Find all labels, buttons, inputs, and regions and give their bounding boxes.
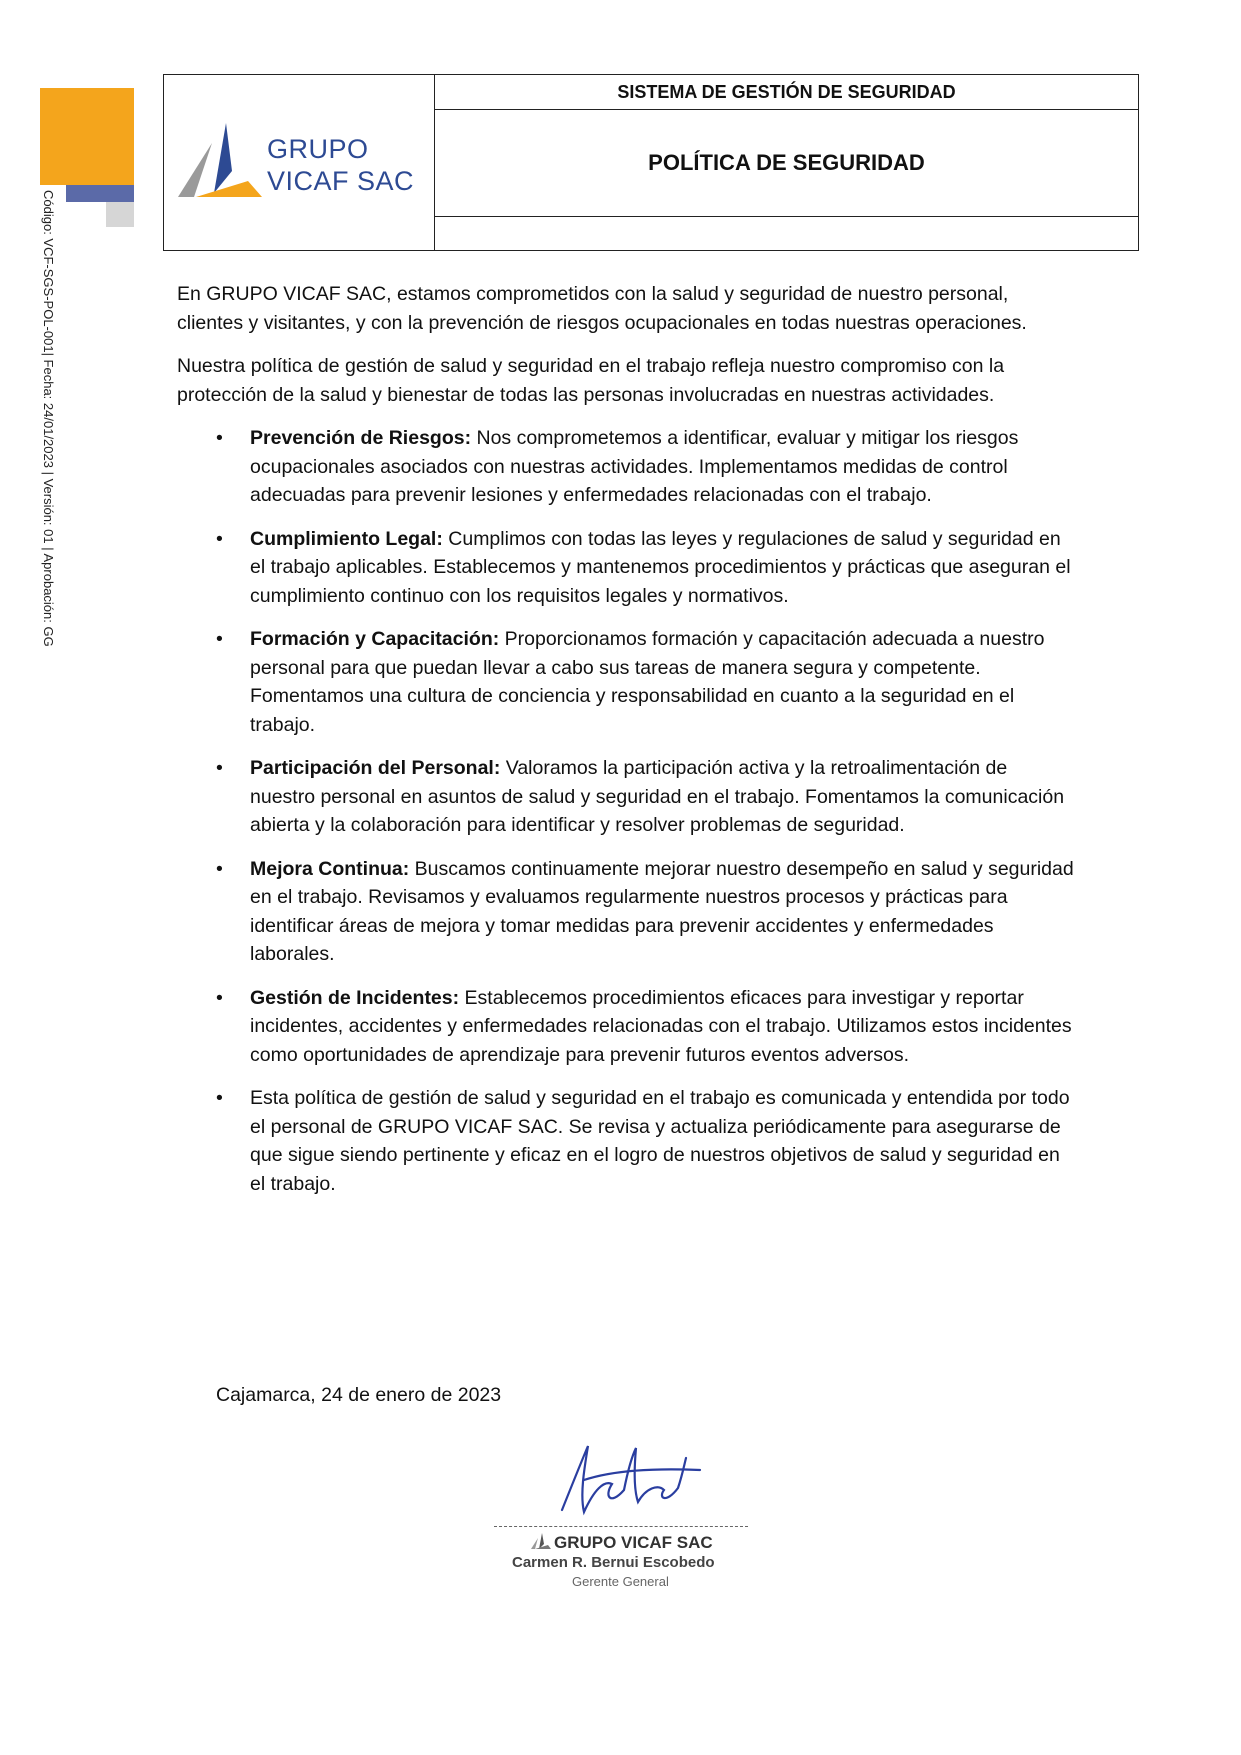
signature-company bbox=[530, 1532, 713, 1553]
bullet-icon: • bbox=[216, 628, 223, 650]
bullet-icon: • bbox=[216, 757, 223, 779]
logo-line-2: VICAF SAC bbox=[267, 166, 415, 196]
bullet-icon: • bbox=[216, 527, 223, 550]
signature-company-name: GRUPO VICAF SAC bbox=[554, 1533, 713, 1552]
signatory-name: Carmen R. Bernui Escobedo bbox=[512, 1554, 715, 1571]
document-title: POLÍTICA DE SEGURIDAD bbox=[435, 110, 1138, 217]
policy-item-text: Valoramos la participación activa y la retroalimentación de nuestro personal en asuntos de salud y seguridad en el trabajo. Fomentamos la comunicación abierta y la colaboración para identificar y resolver problemas de seguridad. bbox=[250, 757, 1065, 836]
bullet-icon: • bbox=[216, 427, 223, 449]
handwritten-signature-icon bbox=[554, 1440, 704, 1532]
bullet-icon: • bbox=[216, 857, 223, 880]
decor-orange-block bbox=[40, 88, 134, 185]
policy-item-title: Prevención de Riesgos: bbox=[250, 427, 472, 449]
decor-blue-bar bbox=[66, 185, 134, 202]
policy-item-text: Esta política de gestión de salud y seguridad en el trabajo es comunicada y entendida por todo el personal de GRUPO VICAF SAC. Se revisa y actualiza periódicamente para asegurarse de que sigue siendo pertinente y eficaz en el logro de nuestros objetivos de salud y seguridad en el trabajo. bbox=[250, 1087, 1070, 1195]
logo-small-icon bbox=[530, 1532, 552, 1550]
policy-item-title: Cumplimiento Legal: bbox=[250, 527, 443, 550]
policy-item-text: Nos comprometemos a identificar, evaluar y mitigar los riesgos ocupacionales asociados con nuestras actividades. Implementamos medidas de control adecuadas para prevenir lesiones y enfermedades relacionadas con el trabajo. bbox=[250, 427, 1019, 506]
policy-item-participacion bbox=[216, 754, 1077, 840]
document-header bbox=[163, 74, 1139, 251]
policy-item-text: Buscamos continuamente mejorar nuestro desempeño en salud y seguridad en el trabajo. Revisamos y evaluamos regularmente nuestros procesos y prácticas para identificar áreas de mejora y tomar medidas para prevenir accidentes y enfermedades laborales. bbox=[250, 857, 1074, 965]
policy-item-title: Gestión de Incidentes: bbox=[250, 986, 460, 1009]
logo-text bbox=[267, 133, 414, 197]
intro-paragraph-1: En GRUPO VICAF SAC, estamos comprometidos con la salud y seguridad de nuestro personal, clientes y visitantes, y con la prevención de riesgos ocupacionales en todas nuestras operaciones. bbox=[177, 283, 1027, 334]
policy-body bbox=[177, 280, 1077, 1213]
policy-item-title: Formación y Capacitación: bbox=[250, 628, 500, 650]
bullet-icon: • bbox=[216, 986, 223, 1009]
intro-paragraph-2: Nuestra política de gestión de salud y seguridad en el trabajo refleja nuestro compromiso con la protección de la salud y bienestar de todas las personas involucradas en nuestras actividades. bbox=[177, 355, 1005, 406]
company-logo-icon bbox=[174, 119, 264, 199]
policy-item-incidentes bbox=[216, 984, 1077, 1070]
bullet-icon: • bbox=[216, 1087, 223, 1109]
policy-list bbox=[177, 424, 1077, 1198]
header-empty-row bbox=[435, 217, 1138, 250]
policy-item-text: Cumplimos con todas las leyes y regulaciones de salud y seguridad en el trabajo aplicables. Establecemos y mantenemos procedimientos y prácticas que aseguran el cumplimiento continuo con los requisitos legales y normativos. bbox=[250, 527, 1071, 607]
signatory-role: Gerente General bbox=[572, 1574, 669, 1589]
policy-item-prevencion bbox=[216, 424, 1077, 510]
policy-item-text: Proporcionamos formación y capacitación adecuada a nuestro personal para que puedan llevar a cabo sus tareas de manera segura y competente. Fomentamos una cultura de conciencia y responsabilidad en cuanto a la seguridad en el trabajo. bbox=[250, 628, 1045, 736]
policy-item-title: Participación del Personal: bbox=[250, 757, 501, 779]
document-code-vertical: Código: VCF-SGS-POL-001| Fecha: 24/01/2023 | Versión: 01 | Aprobación: GG bbox=[41, 190, 56, 647]
policy-item-cumplimiento bbox=[216, 525, 1077, 611]
place-date: Cajamarca, 24 de enero de 2023 bbox=[216, 1384, 502, 1406]
policy-item-comunicacion bbox=[216, 1084, 1077, 1198]
policy-item-title: Mejora Continua: bbox=[250, 857, 410, 880]
decor-gray-block bbox=[106, 202, 134, 227]
policy-item-formacion bbox=[216, 625, 1077, 739]
policy-item-text: Establecemos procedimientos eficaces para investigar y reportar incidentes, accidentes y enfermedades relacionadas con el trabajo. Utilizamos estos incidentes como oportunidades de aprendizaje para prevenir futuros eventos adversos. bbox=[250, 986, 1072, 1066]
policy-item-mejora bbox=[216, 855, 1077, 969]
signature-line bbox=[494, 1526, 748, 1527]
logo-cell bbox=[164, 75, 435, 250]
logo-line-1: GRUPO bbox=[267, 134, 369, 164]
system-title: SISTEMA DE GESTIÓN DE SEGURIDAD bbox=[435, 75, 1138, 110]
signature-block bbox=[494, 1440, 754, 1620]
